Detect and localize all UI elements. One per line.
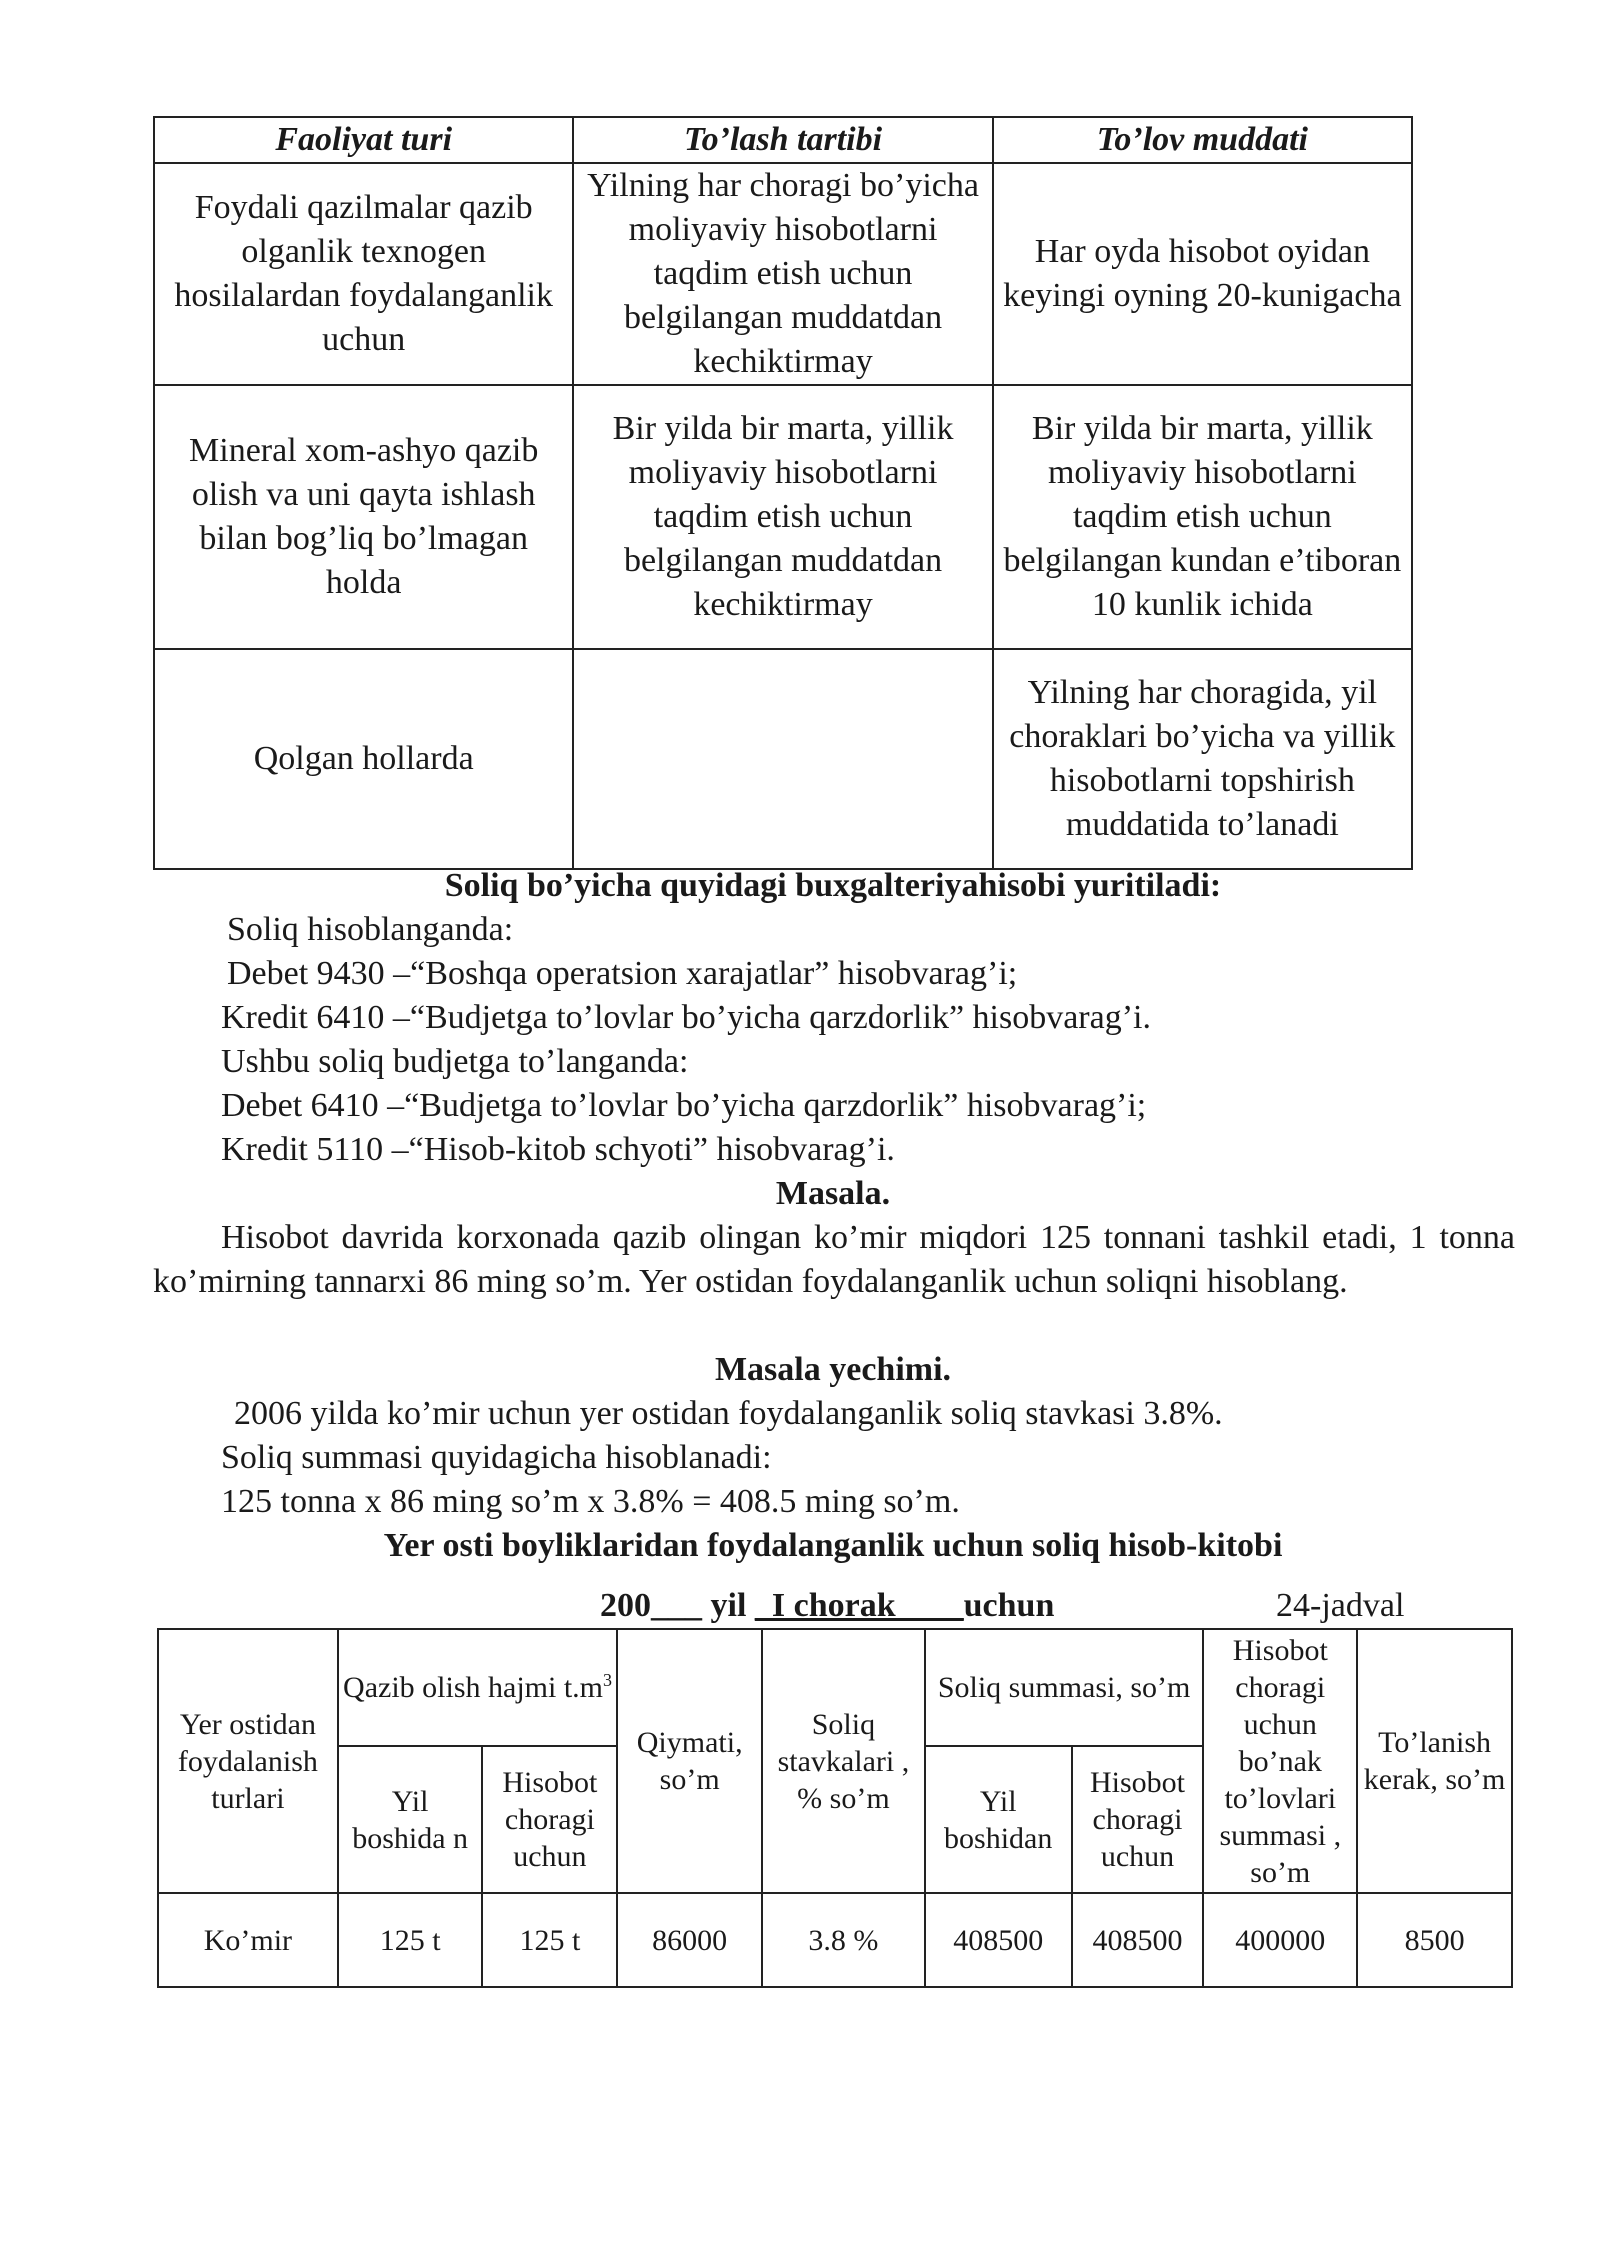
accounting-heading: Soliq bo’yicha quyidagi buxgalteriyahisobi yuritiladi: bbox=[444, 867, 1222, 904]
header-volume-quarter: Hisobot choragi uchun bbox=[482, 1746, 617, 1893]
header-amount-due: To’lanish kerak, so’m bbox=[1357, 1629, 1512, 1893]
table-cell: 125 t bbox=[482, 1893, 617, 1987]
header-usage-types: Yer ostidan foydalanish turlari bbox=[158, 1629, 338, 1893]
accounting-line: Soliq hisoblanganda: bbox=[227, 911, 514, 948]
table-cell: 408500 bbox=[1072, 1893, 1204, 1987]
period-line bbox=[600, 1584, 1054, 1628]
accounting-line: Kredit 5110 –“Hisob-kitob schyoti” hisobvarag’i. bbox=[221, 1131, 895, 1168]
tax-calculation-title: Yer osti boyliklaridan foydalanganlik uchun soliq hisob-kitobi bbox=[383, 1527, 1283, 1564]
period-year: 200___ yil bbox=[600, 1587, 755, 1624]
problem-heading: Masala. bbox=[775, 1175, 891, 1212]
table-cell: 400000 bbox=[1203, 1893, 1357, 1987]
solution-line: 125 tonna x 86 ming so’m x 3.8% = 408.5 ming so’m. bbox=[221, 1483, 960, 1520]
table-cell: Qolgan hollarda bbox=[154, 649, 573, 869]
period-suffix: uchun bbox=[963, 1587, 1055, 1624]
table-cell: 3.8 % bbox=[762, 1893, 925, 1987]
solution-heading: Masala yechimi. bbox=[714, 1351, 952, 1388]
header-advance-payments: Hisobot choragi uchun bo’nak to’lovlari summasi , so’m bbox=[1203, 1629, 1357, 1893]
header-extraction-volume: Qazib olish hajmi $t.m^3$ bbox=[338, 1629, 617, 1746]
table-cell: Yilning har choragi bo’yicha moliyaviy hisobotlarni taqdim etish uchun belgilangan muddatdan kechiktirmay bbox=[573, 163, 992, 385]
table-cell bbox=[573, 649, 992, 869]
accounting-line: Ushbu soliq budjetga to’langanda: bbox=[221, 1043, 689, 1080]
period-quarter: _I chorak____ bbox=[754, 1587, 964, 1624]
table-row bbox=[154, 385, 1412, 649]
header-payment-procedure: To’lash tartibi bbox=[573, 117, 992, 163]
accounting-line: Debet 9430 –“Boshqa operatsion xarajatlar” hisobvarag’i; bbox=[227, 955, 1018, 992]
header-payment-deadline: To’lov muddati bbox=[993, 117, 1412, 163]
header-tax-rates: Soliq stavkalari , % so’m bbox=[762, 1629, 925, 1893]
table-cell: Bir yilda bir marta, yillik moliyaviy hisobotlarni taqdim etish uchun belgilangan muddatdan kechiktirmay bbox=[573, 385, 992, 649]
header-volume-year-start: Yil boshida n bbox=[338, 1746, 483, 1893]
header-tax-quarter: Hisobot choragi uchun bbox=[1072, 1746, 1204, 1893]
table-cell: Yilning har choragida, yil choraklari bo’yicha va yillik hisobotlarni topshirish muddatida to’lanadi bbox=[993, 649, 1412, 869]
payment-terms-table bbox=[153, 116, 1413, 870]
table-cell: 8500 bbox=[1357, 1893, 1512, 1987]
table-cell: Ko’mir bbox=[158, 1893, 338, 1987]
tax-calculation-table bbox=[157, 1628, 1513, 1988]
solution-line: 2006 yilda ko’mir uchun yer ostidan foydalanganlik soliq stavkasi 3.8%. bbox=[234, 1395, 1223, 1432]
solution-line: Soliq summasi quyidagicha hisoblanadi: bbox=[221, 1439, 772, 1476]
header-value: Qiymati, so’m bbox=[617, 1629, 762, 1893]
table-row bbox=[154, 649, 1412, 869]
header-tax-amount: Soliq summasi, so’m bbox=[925, 1629, 1204, 1746]
accounting-line: Debet 6410 –“Budjetga to’lovlar bo’yicha qarzdorlik” hisobvarag’i; bbox=[221, 1087, 1147, 1124]
table-cell: Har oyda hisobot oyidan keyingi oyning 20-kunigacha bbox=[993, 163, 1412, 385]
table-row bbox=[154, 163, 1412, 385]
table-cell: 125 t bbox=[338, 1893, 483, 1987]
table-cell: 86000 bbox=[617, 1893, 762, 1987]
table-number-tag: 24-jadval bbox=[1276, 1587, 1405, 1624]
table-row bbox=[158, 1893, 1512, 1987]
table-header-row bbox=[154, 117, 1412, 163]
table-header-row bbox=[158, 1629, 1512, 1746]
header-tax-year-start: Yil boshidan bbox=[925, 1746, 1072, 1893]
table-cell: Bir yilda bir marta, yillik moliyaviy hisobotlarni taqdim etish uchun belgilangan kundan e’tiboran 10 kunlik ichida bbox=[993, 385, 1412, 649]
problem-text: Hisobot davrida korxonada qazib olingan ko’mir miqdori 125 tonnani tashkil etadi, 1 tonna ko’mirning tannarxi 86 ming so’m. Yer ostidan foydalanganlik uchun soliqni hisoblang. bbox=[153, 1219, 1515, 1300]
accounting-line: Kredit 6410 –“Budjetga to’lovlar bo’yicha qarzdorlik” hisobvarag’i. bbox=[221, 999, 1151, 1036]
table-cell: Foydali qazilmalar qazib olganlik texnogen hosilalardan foydalanganlik uchun bbox=[154, 163, 573, 385]
header-activity-type: Faoliyat turi bbox=[154, 117, 573, 163]
table-cell: Mineral xom-ashyo qazib olish va uni qayta ishlash bilan bog’liq bo’lmagan holda bbox=[154, 385, 573, 649]
table-cell: 408500 bbox=[925, 1893, 1072, 1987]
